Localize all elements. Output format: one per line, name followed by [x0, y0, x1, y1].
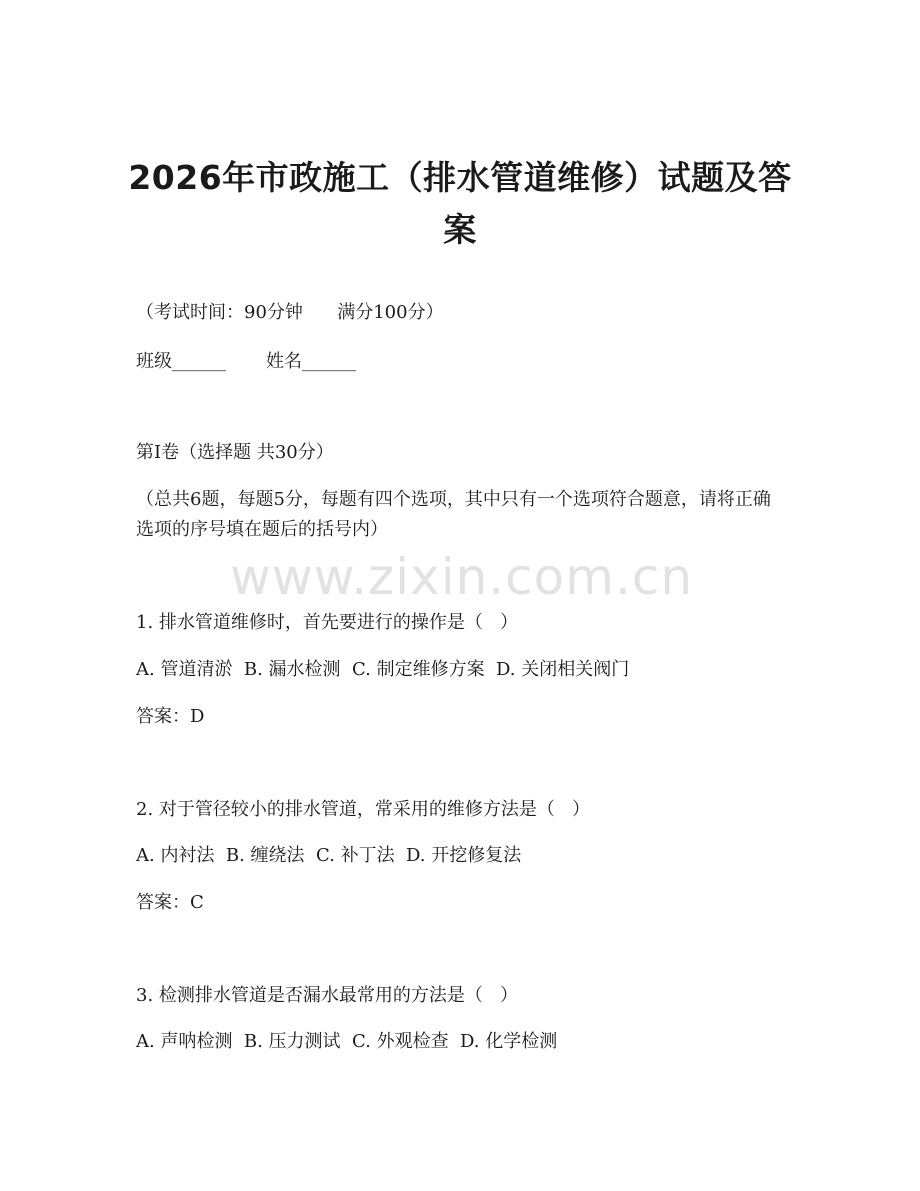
- section-instructions: （总共6题，每题5分，每题有四个选项，其中只有一个选项符合题意，请将正确选项的序号填在题后的括号内）: [136, 489, 771, 540]
- student-fields: 班级______ 姓名______: [136, 351, 357, 372]
- exam-info: （考试时间：90分钟 满分100分）: [136, 302, 444, 323]
- document-title: 2026年市政施工（排水管道维修）试题及答案: [128, 158, 792, 249]
- question-options: A. 管道清淤 B. 漏水检测 C. 制定维修方案 D. 关闭相关阀门: [136, 659, 630, 680]
- watermark: www.zixin.com.cn: [230, 548, 694, 606]
- question-options: A. 内衬法 B. 缠绕法 C. 补丁法 D. 开挖修复法: [136, 845, 522, 866]
- question-answer: 答案：D: [136, 706, 205, 727]
- question-options: A. 声呐检测 B. 压力测试 C. 外观检查 D. 化学检测: [136, 1031, 558, 1052]
- question-stem: 1. 排水管道维修时，首先要进行的操作是（ ）: [136, 612, 519, 633]
- section-heading: 第I卷（选择题 共30分）: [136, 442, 334, 463]
- question-stem: 3. 检测排水管道是否漏水最常用的方法是（ ）: [136, 985, 519, 1006]
- question-answer: 答案：C: [136, 892, 204, 913]
- question-stem: 2. 对于管径较小的排水管道，常采用的维修方法是（ ）: [136, 799, 591, 820]
